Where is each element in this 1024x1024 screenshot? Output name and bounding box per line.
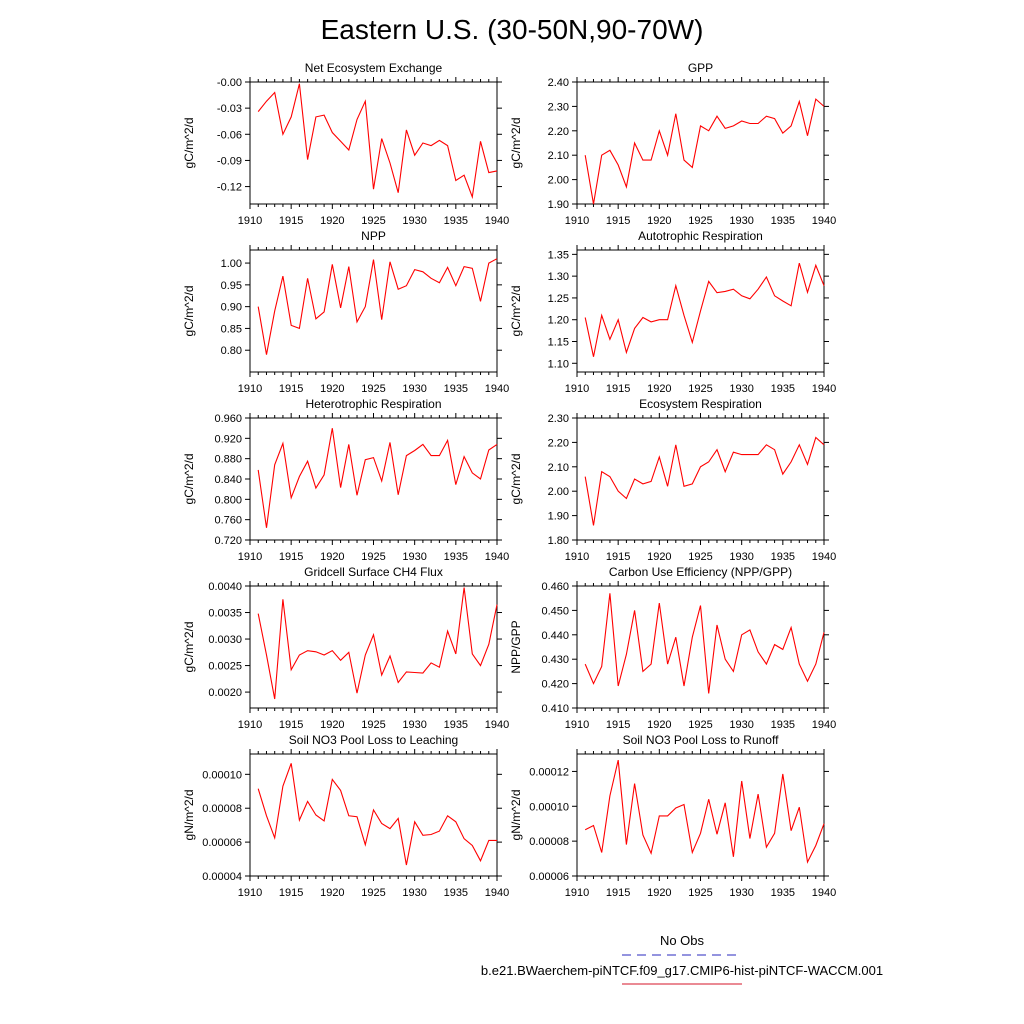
y-tick-label: 1.00 (220, 258, 242, 271)
y-tick-label: 0.920 (214, 433, 242, 446)
y-axis-label: gC/m^2/d (182, 285, 196, 337)
y-tick-label: 1.10 (547, 358, 569, 371)
x-tick-label: 1925 (361, 887, 386, 899)
y-tick-label: 0.00004 (202, 871, 242, 883)
plot-frame (250, 250, 497, 372)
x-tick-label: 1935 (443, 719, 469, 731)
chart-title: Autotrophic Respiration (638, 229, 763, 243)
x-tick-label: 1925 (688, 887, 713, 899)
chart-panel (509, 733, 836, 899)
series-line (585, 593, 824, 693)
x-tick-label: 1940 (811, 383, 837, 395)
y-tick-label: 1.35 (547, 249, 569, 262)
x-tick-label: 1915 (278, 215, 304, 227)
y-axis-label: gC/m^2/d (509, 285, 523, 337)
y-axis-label: gC/m^2/d (182, 117, 196, 169)
x-tick-label: 1940 (484, 383, 510, 395)
series-line (258, 84, 497, 197)
y-axis-label: gN/m^2/d (509, 789, 523, 841)
x-tick-label: 1915 (278, 551, 304, 563)
y-tick-label: 0.0030 (208, 634, 242, 647)
chart-panel (182, 733, 509, 899)
series-line (258, 259, 497, 355)
y-axis-label: gC/m^2/d (509, 453, 523, 505)
y-tick-label: 0.960 (214, 413, 242, 425)
chart-title: Carbon Use Efficiency (NPP/GPP) (608, 565, 793, 579)
y-tick-label: 2.10 (547, 461, 569, 474)
x-tick-label: 1915 (605, 887, 631, 899)
y-axis-label: NPP/GPP (509, 620, 523, 674)
y-axis-label: gC/m^2/d (182, 453, 196, 505)
y-tick-label: -0.12 (216, 181, 242, 194)
x-tick-label: 1910 (237, 719, 263, 731)
chart-title: GPP (687, 61, 714, 75)
y-tick-label: 0.0025 (208, 660, 242, 673)
x-tick-label: 1930 (729, 383, 754, 395)
series-line (258, 588, 497, 699)
x-tick-label: 1935 (770, 551, 796, 563)
x-tick-label: 1925 (361, 215, 386, 227)
series-line (258, 763, 497, 865)
chart-panel (182, 565, 509, 731)
y-tick-label: 0.80 (220, 345, 242, 358)
y-tick-label: 0.00010 (529, 801, 569, 814)
y-tick-label: 1.90 (547, 199, 569, 211)
y-tick-label: 0.00008 (529, 836, 569, 849)
x-tick-label: 1910 (564, 215, 590, 227)
x-tick-label: 1940 (811, 215, 837, 227)
y-tick-label: 2.20 (547, 437, 569, 450)
y-tick-label: 0.00012 (529, 766, 569, 779)
x-tick-label: 1930 (402, 887, 427, 899)
x-tick-label: 1935 (770, 215, 796, 227)
x-tick-label: 1940 (811, 551, 837, 563)
x-tick-label: 1910 (237, 551, 263, 563)
x-tick-label: 1940 (484, 215, 510, 227)
chart-title: Gridcell Surface CH4 Flux (304, 565, 443, 579)
x-tick-label: 1920 (320, 551, 345, 563)
y-tick-label: 0.0035 (208, 607, 242, 620)
x-tick-label: 1915 (605, 215, 631, 227)
y-tick-label: 0.800 (214, 494, 242, 507)
y-tick-label: 0.0040 (208, 581, 242, 593)
y-tick-label: 0.420 (541, 678, 569, 691)
legend (481, 933, 883, 984)
x-tick-label: 1910 (237, 383, 263, 395)
series-line (585, 438, 824, 526)
y-tick-label: 1.90 (547, 510, 569, 523)
legend-label-model-run: b.e21.BWaerchem-piNTCF.f09_g17.CMIP6-hist-piNTCF-WACCM.001 (480, 963, 884, 978)
plot-frame (577, 418, 824, 540)
y-tick-label: -0.03 (216, 103, 242, 116)
chart-title: NPP (361, 229, 386, 243)
x-tick-label: 1935 (443, 551, 469, 563)
x-tick-label: 1935 (443, 887, 469, 899)
x-tick-label: 1940 (484, 887, 510, 899)
x-tick-label: 1925 (688, 383, 713, 395)
x-tick-label: 1935 (770, 719, 796, 731)
series-line (585, 760, 824, 862)
x-tick-label: 1910 (564, 887, 590, 899)
y-tick-label: 0.00006 (202, 837, 242, 850)
chart-panel (509, 229, 836, 395)
y-tick-label: 0.840 (214, 474, 242, 486)
plot-frame (577, 82, 824, 204)
series-line (585, 99, 824, 204)
x-tick-label: 1940 (484, 719, 510, 731)
y-tick-label: 1.80 (547, 535, 569, 547)
x-tick-label: 1935 (443, 383, 469, 395)
x-tick-label: 1920 (647, 383, 672, 395)
y-tick-label: 2.00 (547, 174, 569, 187)
chart-title: Soil NO3 Pool Loss to Leaching (288, 733, 459, 747)
chart-panel (182, 397, 509, 563)
x-tick-label: 1930 (729, 551, 754, 563)
plot-frame (577, 586, 824, 708)
x-tick-label: 1940 (811, 887, 837, 899)
chart-panel (509, 397, 836, 563)
x-tick-label: 1930 (402, 551, 427, 563)
chart-panel (182, 61, 509, 227)
x-tick-label: 1920 (320, 719, 345, 731)
x-tick-label: 1910 (564, 551, 590, 563)
chart-title: Net Ecosystem Exchange (304, 61, 443, 75)
y-tick-label: 2.00 (547, 486, 569, 499)
x-tick-label: 1915 (278, 719, 304, 731)
y-tick-label: 0.410 (541, 703, 569, 715)
y-tick-label: 0.430 (541, 654, 569, 667)
x-tick-label: 1910 (564, 719, 590, 731)
x-tick-label: 1915 (605, 551, 631, 563)
y-tick-label: 1.15 (547, 336, 569, 349)
y-axis-label: gN/m^2/d (182, 789, 196, 841)
x-tick-label: 1925 (688, 215, 713, 227)
series-line (585, 263, 824, 357)
y-tick-label: 0.460 (541, 581, 569, 593)
y-tick-label: 1.20 (547, 314, 569, 327)
plot-frame (250, 754, 497, 876)
legend-label-no-obs: No Obs (659, 933, 705, 948)
y-tick-label: 0.00006 (529, 871, 569, 883)
y-tick-label: 1.30 (547, 271, 569, 284)
chart-panel (182, 229, 509, 395)
y-tick-label: 0.0020 (208, 687, 242, 700)
chart-panel (509, 61, 836, 227)
x-tick-label: 1935 (770, 383, 796, 395)
x-tick-label: 1920 (647, 719, 672, 731)
chart-panel (509, 565, 836, 731)
x-tick-label: 1915 (278, 887, 304, 899)
x-tick-label: 1920 (320, 383, 345, 395)
x-tick-label: 1910 (237, 887, 263, 899)
y-tick-label: 0.00008 (202, 803, 242, 816)
y-axis-label: gC/m^2/d (509, 117, 523, 169)
x-tick-label: 1930 (402, 215, 427, 227)
y-tick-label: 0.440 (541, 629, 569, 642)
x-tick-label: 1915 (605, 719, 631, 731)
y-tick-label: 0.95 (220, 279, 242, 292)
x-tick-label: 1920 (647, 215, 672, 227)
y-tick-label: 0.760 (214, 514, 242, 527)
y-tick-label: 2.20 (547, 125, 569, 138)
x-tick-label: 1930 (729, 215, 754, 227)
chart-title: Heterotrophic Respiration (305, 397, 442, 411)
y-tick-label: 0.450 (541, 605, 569, 618)
plot-frame (250, 418, 497, 540)
plot-frame (577, 754, 824, 876)
y-tick-label: 0.85 (220, 323, 242, 336)
chart-title: Ecosystem Respiration (639, 397, 762, 411)
chart-title: Soil NO3 Pool Loss to Runoff (622, 733, 779, 747)
x-tick-label: 1925 (688, 551, 713, 563)
x-tick-label: 1930 (729, 719, 754, 731)
x-tick-label: 1920 (647, 551, 672, 563)
x-tick-label: 1935 (443, 215, 469, 227)
y-tick-label: -0.06 (216, 129, 242, 142)
x-tick-label: 1925 (361, 383, 386, 395)
x-tick-label: 1925 (688, 719, 713, 731)
x-tick-label: 1910 (237, 215, 263, 227)
y-tick-label: 0.880 (214, 453, 242, 466)
y-tick-label: 2.10 (547, 150, 569, 163)
x-tick-label: 1915 (605, 383, 631, 395)
y-tick-label: 2.40 (547, 77, 569, 89)
x-tick-label: 1930 (402, 383, 427, 395)
series-line (258, 428, 497, 528)
y-tick-label: -0.00 (216, 77, 242, 89)
x-tick-label: 1925 (361, 551, 386, 563)
figure-title: Eastern U.S. (30-50N,90-70W) (320, 14, 704, 45)
y-tick-label: 2.30 (547, 101, 569, 114)
y-tick-label: 0.00010 (202, 769, 242, 782)
x-tick-label: 1940 (484, 551, 510, 563)
x-tick-label: 1910 (564, 383, 590, 395)
x-tick-label: 1920 (320, 887, 345, 899)
y-tick-label: 2.30 (547, 413, 569, 425)
x-tick-label: 1930 (729, 887, 754, 899)
y-tick-label: 0.90 (220, 301, 242, 314)
x-tick-label: 1930 (402, 719, 427, 731)
x-tick-label: 1925 (361, 719, 386, 731)
y-tick-label: 1.25 (547, 292, 569, 305)
x-tick-label: 1915 (278, 383, 304, 395)
y-tick-label: 0.720 (214, 535, 242, 547)
y-tick-label: -0.09 (216, 155, 242, 168)
x-tick-label: 1920 (320, 215, 345, 227)
x-tick-label: 1935 (770, 887, 796, 899)
y-axis-label: gC/m^2/d (182, 621, 196, 673)
x-tick-label: 1940 (811, 719, 837, 731)
plot-frame (250, 586, 497, 708)
x-tick-label: 1920 (647, 887, 672, 899)
